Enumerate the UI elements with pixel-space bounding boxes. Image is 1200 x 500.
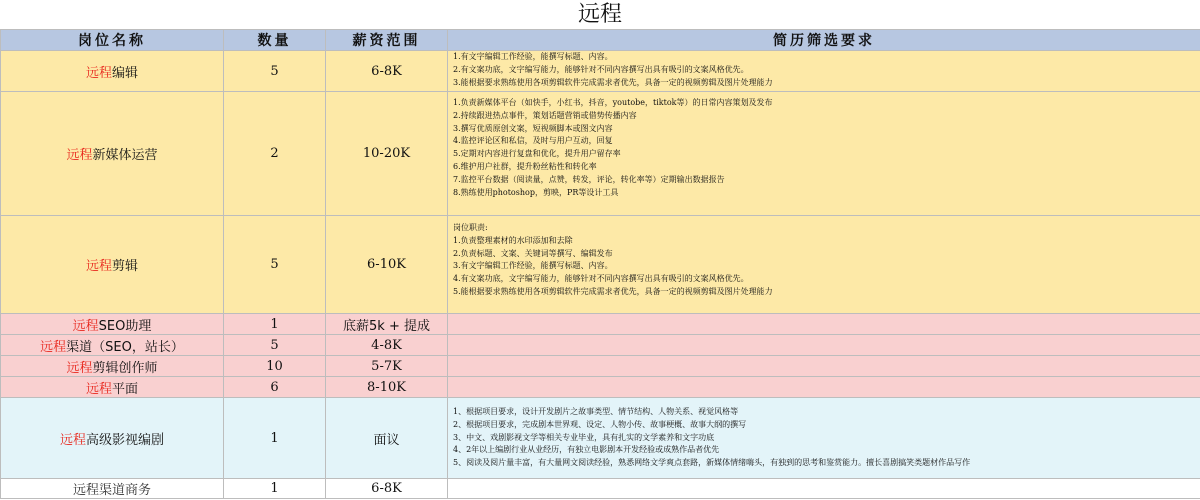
requirement-line: 4.监控评论区和私信，及时与用户互动，回复	[453, 136, 613, 146]
count-cell: 5	[224, 335, 326, 356]
salary-cell: 5-7K	[326, 356, 448, 377]
table-row	[1, 92, 1200, 216]
position-cell	[1, 51, 224, 92]
requirements-cell	[448, 216, 1200, 314]
position-name: 高级影视编剧	[86, 432, 165, 448]
requirement-line: 2.负责标题、文案、关键词等撰写、编辑发布	[453, 248, 613, 258]
remote-prefix: 远程	[72, 318, 99, 334]
requirement-line: 2.有文案功底，文字编写能力，能够针对不同内容撰写出具有吸引的文案风格优先。	[453, 64, 749, 74]
requirement-line: 岗位职责:	[453, 223, 488, 232]
position-name: 远程渠道商务	[72, 483, 151, 498]
position-cell	[1, 92, 224, 216]
header-salary: 薪资范围	[326, 30, 448, 51]
requirement-line: 6.维护用户社群，提升粉丝粘性和转化率	[453, 161, 597, 171]
requirement-line: 3.能根据要求熟练使用各项剪辑软件完成需求者优先，具备一定的视频剪辑及图片处理能力	[453, 77, 773, 87]
position-name: 编辑	[112, 65, 139, 81]
remote-prefix: 远程	[66, 148, 93, 163]
requirement-line: 1.负责整理素材的水印添加和去除	[453, 235, 573, 245]
count-cell: 6	[224, 377, 326, 398]
header-count: 数量	[224, 30, 326, 51]
position-name: 剪辑	[112, 259, 139, 274]
requirements-cell	[448, 51, 1200, 92]
table-row	[1, 314, 1200, 335]
requirement-line: 4.有文案功底，文字编写能力，能够针对不同内容撰写出具有吸引的文案风格优先。	[453, 274, 749, 284]
requirements-cell	[448, 356, 1200, 377]
position-name: 平面	[112, 381, 139, 397]
table-row	[1, 377, 1200, 398]
header-requirements: 简历筛选要求	[448, 30, 1200, 51]
requirements-cell	[448, 377, 1200, 398]
requirement-line: 7.监控平台数据（阅读量，点赞，转发，评论，转化率等）定期输出数据报告	[453, 174, 725, 184]
requirements-cell	[448, 314, 1200, 335]
salary-cell: 8-10K	[326, 377, 448, 398]
count-cell: 1	[224, 398, 326, 479]
requirement-line: 3、中文、戏剧影视文学等相关专业毕业，具有扎实的文学素养和文字功底	[453, 432, 715, 442]
requirement-line: 1.负责新媒体平台（如快手，小红书，抖音，youtobe，tiktok等）的日常内容策划及发布	[453, 98, 773, 107]
remote-prefix: 远程	[85, 381, 112, 397]
requirement-line: 4、2年以上编剧行业从业经历，有独立电影剧本开发经验或成熟作品者优先	[453, 445, 720, 455]
position-name: 剪辑创作师	[92, 360, 158, 376]
salary-cell: 面议	[326, 398, 448, 479]
position-cell	[1, 377, 224, 398]
salary-cell: 6-8K	[326, 51, 448, 92]
position-cell	[1, 356, 224, 377]
position-cell	[1, 335, 224, 356]
requirements-cell	[448, 92, 1200, 216]
job-table	[0, 29, 1200, 499]
table-row	[1, 216, 1200, 314]
salary-cell: 10-20K	[326, 92, 448, 216]
requirement-line: 3.撰写优质原创文案，短视频脚本或图文内容	[453, 123, 613, 133]
requirements-cell	[448, 335, 1200, 356]
table-row	[1, 335, 1200, 356]
salary-cell: 4-8K	[326, 335, 448, 356]
position-name: 渠道（SEO，站长）	[66, 339, 184, 355]
salary-cell: 6-8K	[326, 479, 448, 499]
remote-prefix: 远程	[85, 65, 112, 81]
position-cell	[1, 398, 224, 479]
salary-cell: 底薪5k + 提成	[326, 314, 448, 335]
requirements-cell	[448, 479, 1200, 499]
requirement-line: 5.定期对内容进行复盘和优化，提升用户留存率	[453, 149, 621, 159]
count-cell: 5	[224, 216, 326, 314]
requirement-line: 1、根据项目要求，设计开发剧片之故事类型、情节结构、人物关系、视觉风格等	[453, 407, 739, 416]
requirements-cell	[448, 398, 1200, 479]
position-name: SEO助理	[98, 318, 152, 334]
table-row	[1, 51, 1200, 92]
requirement-line: 2、根据项目要求，完成剧本世界观、设定、人物小传、故事梗概、故事大纲的撰写	[453, 419, 747, 429]
remote-prefix: 远程	[59, 432, 86, 448]
position-cell	[1, 314, 224, 335]
header-row	[1, 30, 1200, 51]
position-cell	[1, 216, 224, 314]
table-row	[1, 356, 1200, 377]
position-cell	[1, 479, 224, 499]
requirement-line: 5.能根据要求熟练使用各项剪辑软件完成需求者优先，具备一定的视频剪辑及图片处理能力	[453, 286, 773, 296]
count-cell: 1	[224, 314, 326, 335]
requirement-line: 2.持续跟进热点事件，策划话题营销或借势传播内容	[453, 110, 637, 120]
requirement-line: 5、阅读及阅片量丰富，有大量网文阅读经验，熟悉网络文学爽点套路，新媒体情绪嗨头，有独到的思考和鉴赏能力。擅长喜剧搞笑类题材作品写作	[453, 458, 971, 468]
remote-prefix: 远程	[85, 259, 112, 274]
remote-prefix: 远程	[66, 360, 93, 376]
remote-prefix: 远程	[40, 339, 67, 355]
table-row	[1, 398, 1200, 479]
requirement-line: 3.有文字编辑工作经验，能撰写标题、内容。	[453, 261, 613, 271]
count-cell: 10	[224, 356, 326, 377]
table-row	[1, 479, 1200, 499]
salary-cell: 6-10K	[326, 216, 448, 314]
sheet-title: 远程	[577, 2, 622, 27]
count-cell: 5	[224, 51, 326, 92]
position-name: 新媒体运营	[92, 148, 158, 163]
count-cell: 1	[224, 479, 326, 499]
requirement-line: 1.有文字编辑工作经验，能撰写标题、内容。	[453, 52, 613, 61]
count-cell: 2	[224, 92, 326, 216]
requirement-line: 8.熟练使用photoshop，剪映，PR等设计工具	[453, 187, 619, 197]
header-position: 岗位名称	[1, 30, 224, 51]
